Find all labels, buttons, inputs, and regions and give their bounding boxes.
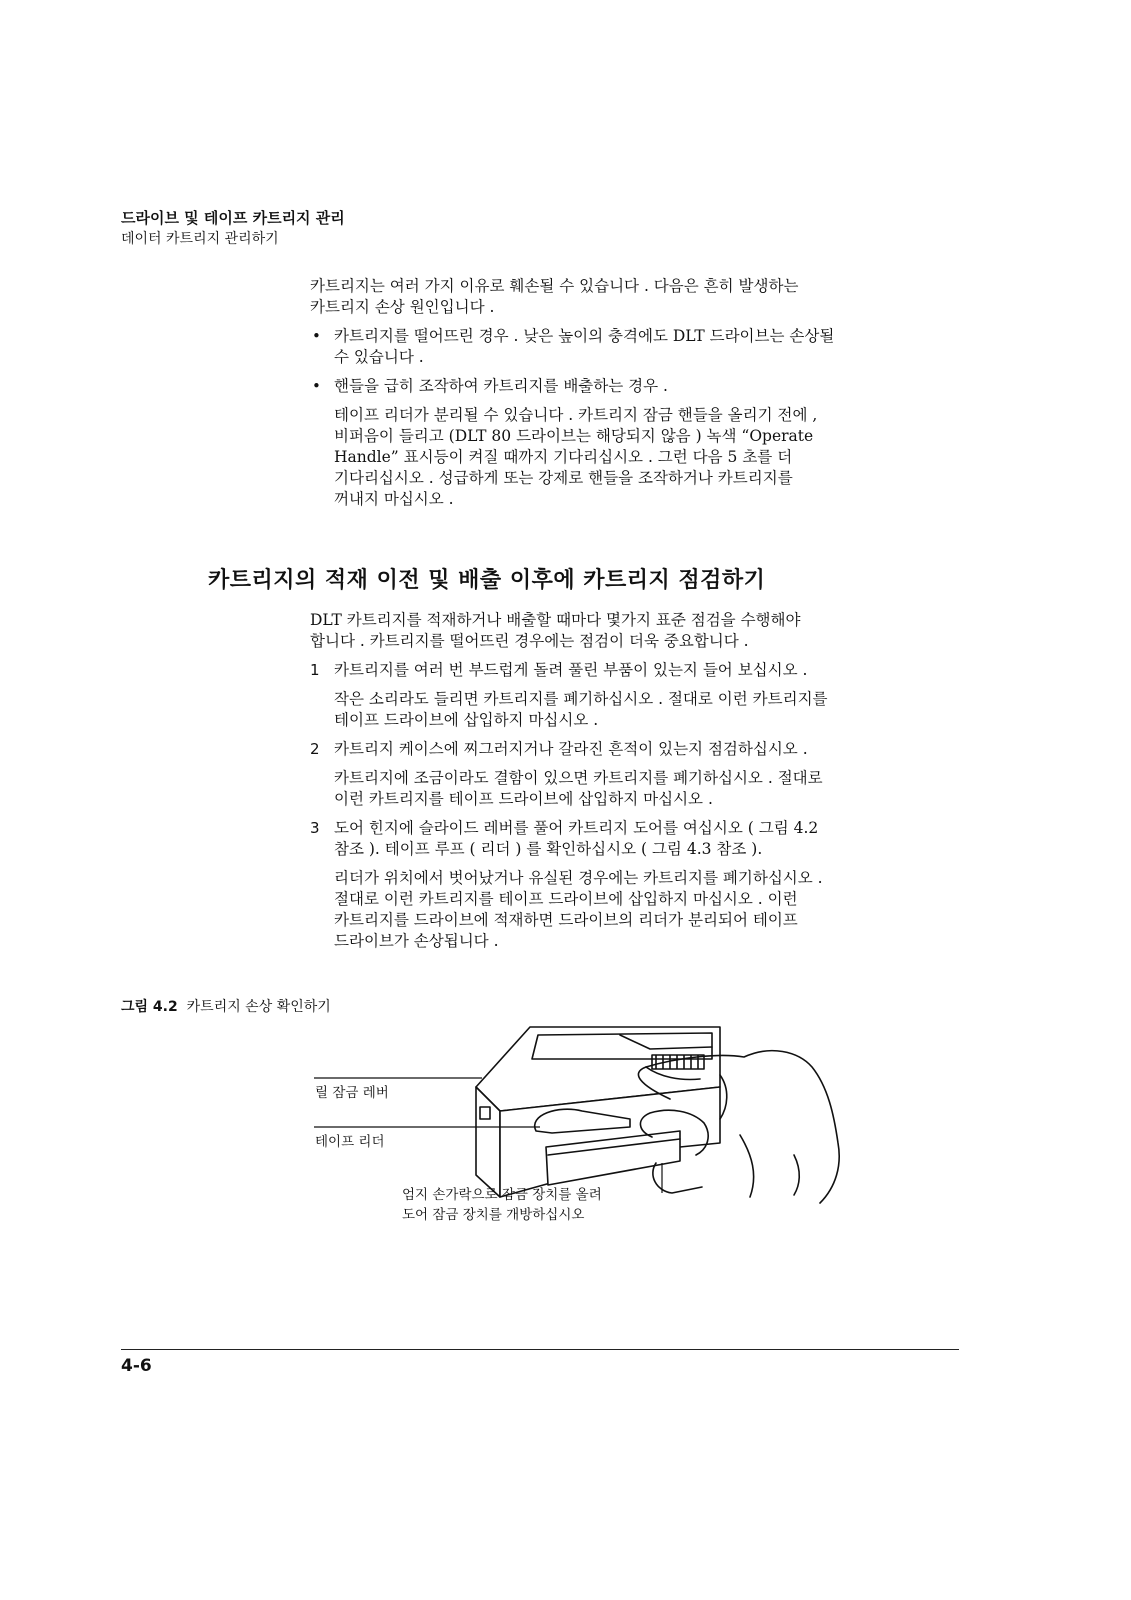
step-line: 카트리지 케이스에 찌그러지거나 갈라진 흔적이 있는지 점검하십시오 .: [334, 740, 808, 758]
callout-thumb-instruction: [402, 1185, 602, 1225]
bullet-mark: •: [312, 327, 321, 345]
cartridge-illustration: [300, 1015, 960, 1245]
section-body: [310, 610, 950, 952]
step-number: 2: [310, 740, 320, 758]
detail-line: 절대로 이런 카트리지를 테이프 드라이브에 삽입하지 마십시오 . 이런: [334, 890, 798, 908]
footer-rule: [121, 1349, 959, 1350]
section-title: 데이터 카트리지 관리하기: [121, 231, 279, 247]
intro-line: 카트리지는 여러 가지 이유로 훼손될 수 있습니다 . 다음은 흔히 발생하는: [310, 277, 799, 295]
note-line: Handle” 표시등이 켜질 때까지 기다리십시오 . 그런 다음 5 초를 더: [334, 448, 793, 466]
step-detail: [310, 868, 950, 952]
figure-label: 그림 4.2: [121, 999, 178, 1015]
note-line: 테이프 리더가 분리될 수 있습니다 . 카트리지 잠금 핸들을 올리기 전에 ,: [334, 406, 818, 424]
bullet-line: 카트리지를 떨어뜨린 경우 . 낮은 높이의 충격에도 DLT 드라이브는 손상될: [334, 327, 835, 345]
detail-line: 작은 소리라도 들리면 카트리지를 폐기하십시오 . 절대로 이런 카트리지를: [334, 690, 828, 708]
figure-title: 카트리지 손상 확인하기: [186, 999, 331, 1015]
figure-caption: [121, 996, 331, 1016]
callout-thumb-line: 엄지 손가락으로 잠금 장치를 올려: [402, 1187, 602, 1203]
detail-line: 테이프 드라이브에 삽입하지 마십시오 .: [334, 711, 599, 729]
bullet-line: 핸들을 급히 조작하여 카트리지를 배출하는 경우 .: [334, 377, 668, 395]
step-item: [310, 739, 950, 760]
bullet-line: 수 있습니다 .: [334, 348, 424, 366]
detail-line: 이런 카트리지를 테이프 드라이브에 삽입하지 마십시오 .: [334, 790, 713, 808]
step-number: 1: [310, 661, 320, 679]
callout-reel-lock: 릴 잠금 레버: [315, 1085, 389, 1101]
note-line: 꺼내지 마십시오 .: [334, 490, 454, 508]
step-line: 참조 ). 테이프 루프 ( 리더 ) 를 확인하십시오 ( 그림 4.3 참조 ).: [334, 840, 763, 858]
step-detail: [310, 689, 950, 731]
bullet-mark: •: [312, 377, 321, 395]
running-header: [121, 208, 345, 249]
page-number: 4-6: [121, 1356, 152, 1376]
bullet-note: [310, 405, 950, 510]
step-item: [310, 660, 950, 681]
note-line: 기다리십시오 . 성급하게 또는 강제로 핸들을 조작하거나 카트리지를: [334, 469, 793, 487]
callout-thumb-line: 도어 잠금 장치를 개방하십시오: [402, 1207, 585, 1223]
section-heading: 카트리지의 적재 이전 및 배출 이후에 카트리지 점검하기: [208, 567, 766, 593]
intro-block: [310, 276, 950, 510]
step-item: [310, 818, 950, 860]
step-line: 카트리지를 여러 번 부드럽게 돌려 풀린 부품이 있는지 들어 보십시오 .: [334, 661, 808, 679]
callout-tape-leader: 테이프 리더: [315, 1134, 385, 1150]
step-line: 도어 힌지에 슬라이드 레버를 풀어 카트리지 도어를 여십시오 ( 그림 4.2: [334, 819, 819, 837]
detail-line: 카트리지에 조금이라도 결함이 있으면 카트리지를 폐기하십시오 . 절대로: [334, 769, 823, 787]
bullet-item: [310, 326, 950, 368]
detail-line: 리더가 위치에서 벗어났거나 유실된 경우에는 카트리지를 폐기하십시오 .: [334, 869, 823, 887]
step-detail: [310, 768, 950, 810]
section-intro-line: 합니다 . 카트리지를 떨어뜨린 경우에는 점검이 더욱 중요합니다 .: [310, 632, 749, 650]
detail-line: 카트리지를 드라이브에 적재하면 드라이브의 리더가 분리되어 테이프: [334, 911, 798, 929]
section-intro-line: DLT 카트리지를 적재하거나 배출할 때마다 몇가지 표준 점검을 수행해야: [310, 611, 801, 629]
intro-line: 카트리지 손상 원인입니다 .: [310, 298, 495, 316]
bullet-item: [310, 376, 950, 397]
step-number: 3: [310, 819, 320, 837]
note-line: 비퍼음이 들리고 (DLT 80 드라이브는 해당되지 않음 ) 녹색 “Operate: [334, 427, 814, 445]
detail-line: 드라이브가 손상됩니다 .: [334, 932, 499, 950]
chapter-title: 드라이브 및 테이프 카트리지 관리: [121, 209, 345, 227]
